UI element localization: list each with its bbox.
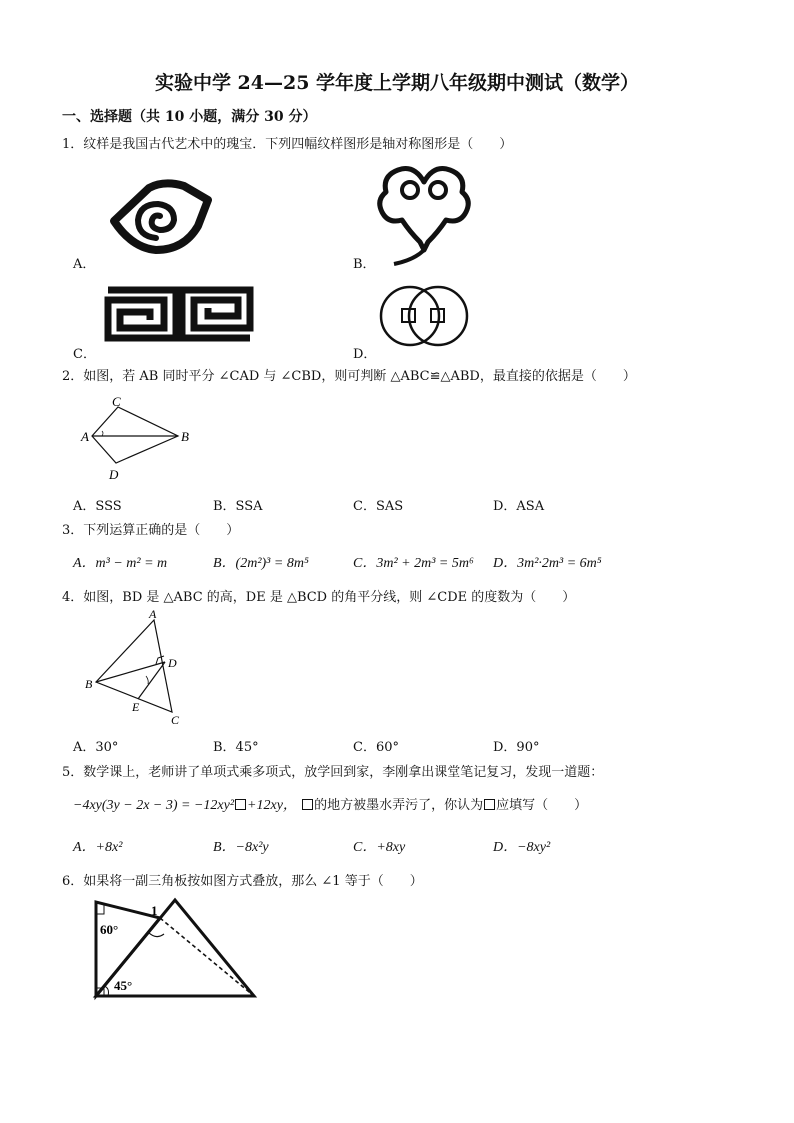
q5-option-a: A．+8x² — [73, 840, 123, 855]
q4-option-a: A．30° — [73, 740, 119, 755]
question-5-equation — [73, 794, 587, 814]
label-d: D — [109, 467, 119, 482]
section-heading: 一、选择题（共 10 小题，满分 30 分） — [62, 109, 317, 125]
question-4-stem: 4．如图，BD 是 △ABC 的高，DE 是 △BCD 的角平分线，则 ∠CDE 的度数为（ ） — [62, 590, 576, 605]
ink-blot-box-2 — [302, 799, 313, 810]
label-c: C — [112, 394, 121, 409]
q4-option-b: B．45° — [213, 740, 259, 755]
label-d: D — [168, 656, 177, 670]
q2-option-d: D．ASA — [493, 499, 545, 514]
pattern-d-figure — [378, 283, 472, 349]
q3-option-d: D．3m²·2m³ = 6m⁵ — [493, 556, 602, 571]
q5-option-b: B．−8x²y — [213, 840, 269, 855]
label-c: C — [171, 713, 180, 726]
label-45deg: 45° — [114, 978, 133, 993]
ink-blot-box — [235, 799, 246, 810]
q2-option-a: A．SSS — [73, 499, 122, 514]
equation-right: +12xy， — [247, 798, 297, 813]
q3-option-a: A．m³ − m² = m — [73, 556, 168, 571]
label-60deg: 60° — [100, 922, 119, 937]
triangle-abc-figure — [82, 608, 192, 726]
question-2-stem: 2．如图，若 AB 同时平分 ∠CAD 与 ∠CBD，则可判断 △ABC≌△ABD，最直接的依据是（ ） — [62, 369, 636, 384]
question-6-stem: 6．如果将一副三角板按如图方式叠放，那么 ∠1 等于（ ） — [62, 874, 423, 889]
equation-tail-2: 应填写（ ） — [496, 798, 588, 813]
label-a: A — [149, 608, 157, 621]
q1-option-c-label: C． — [73, 347, 96, 362]
q1-option-d-label: D． — [353, 347, 377, 362]
pattern-c-figure — [104, 286, 254, 342]
question-5-stem: 5．数学课上，老师讲了单项式乘多项式，放学回到家，李刚拿出课堂笔记复习，发现一道题： — [62, 765, 604, 780]
question-1-stem: 1．纹样是我国古代艺术中的瑰宝．下列四幅纹样图形是轴对称图形是（ ） — [62, 137, 513, 152]
pattern-a-figure — [104, 176, 214, 256]
q4-option-d: D．90° — [493, 740, 540, 755]
label-b: B — [85, 677, 93, 691]
quadrilateral-acbd-figure — [78, 393, 198, 485]
equation-tail-1: 的地方被墨水弄污了，你认为 — [314, 798, 484, 813]
page-title: 实验中学 24—25 学年度上学期八年级期中测试（数学） — [154, 72, 640, 94]
q3-option-c: C．3m² + 2m³ = 5m⁶ — [353, 556, 474, 571]
q1-option-b-label: B． — [353, 257, 376, 272]
label-e: E — [132, 700, 140, 714]
q5-option-d: D．−8xy² — [493, 840, 551, 855]
q2-option-c: C．SAS — [353, 499, 404, 514]
q5-option-c: C．+8xy — [353, 840, 406, 855]
q1-option-a-label: A． — [73, 257, 96, 272]
q2-option-b: B．SSA — [213, 499, 263, 514]
ink-blot-box-3 — [484, 799, 495, 810]
label-angle-1: 1 — [151, 903, 158, 918]
label-a: A — [81, 429, 89, 444]
set-square-figure — [86, 890, 266, 1002]
question-3-stem: 3．下列运算正确的是（ ） — [62, 523, 240, 538]
label-b: B — [181, 429, 189, 444]
equation-left: −4xy(3y − 2x − 3) = −12xy² — [73, 798, 235, 813]
q3-option-b: B．(2m²)³ = 8m⁵ — [213, 556, 309, 571]
pattern-b-figure — [374, 160, 474, 268]
q4-option-c: C．60° — [353, 740, 399, 755]
